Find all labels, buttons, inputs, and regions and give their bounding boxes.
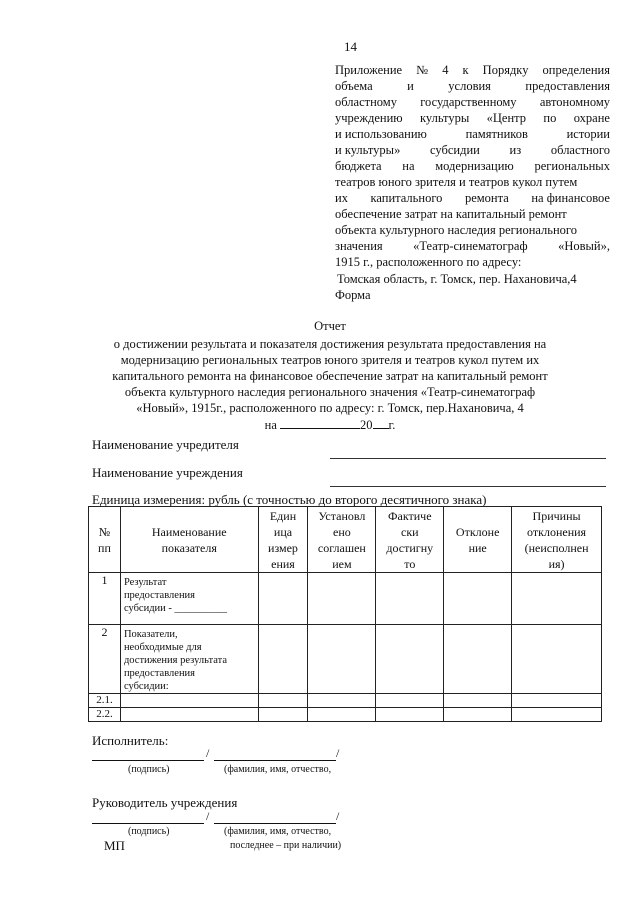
name-caption: (фамилия, имя, отчество, bbox=[224, 826, 332, 837]
appendix-word: областному bbox=[335, 95, 397, 109]
institution-label: Наименование учреждения bbox=[92, 465, 243, 480]
row-number: 2.2. bbox=[89, 708, 121, 722]
name-caption-note: последнее – при наличии) bbox=[230, 840, 342, 851]
row-number: 2.1. bbox=[89, 694, 121, 708]
appendix-word: культуры bbox=[419, 111, 470, 125]
appendix-word: субсидии bbox=[430, 143, 480, 157]
report-title-line: «Новый», 1915г., расположенного по адресу: г. Томск, пер.Нахановича, 4 bbox=[136, 401, 524, 415]
table-cell[interactable] bbox=[258, 708, 308, 722]
row-number: 1 bbox=[89, 573, 121, 625]
appendix-word: памятников bbox=[465, 127, 528, 141]
row-name: Результат предоставления субсидии - __________ bbox=[120, 573, 258, 625]
table-cell[interactable] bbox=[376, 708, 444, 722]
appendix-word: по bbox=[543, 111, 557, 125]
appendix-word: Порядку bbox=[482, 63, 529, 77]
stamp-place: МП bbox=[104, 838, 125, 853]
appendix-word: объекта культурного наследия регионального bbox=[335, 223, 577, 237]
appendix-word: «Центр bbox=[486, 111, 527, 125]
table-cell[interactable] bbox=[308, 694, 376, 708]
appendix-word: ремонта bbox=[464, 191, 509, 205]
appendix-word: предоставления bbox=[525, 79, 610, 93]
appendix-address: Томская область, г. Томск, пер. Нахановича,4 bbox=[337, 272, 577, 286]
institution-field[interactable] bbox=[330, 485, 606, 487]
appendix-line bbox=[335, 110, 610, 126]
appendix-word: государственному bbox=[420, 95, 517, 109]
table-row bbox=[89, 573, 602, 625]
column-header: № пп bbox=[89, 507, 121, 573]
table-cell[interactable] bbox=[444, 708, 512, 722]
row-number: 2 bbox=[89, 625, 121, 694]
table-cell[interactable] bbox=[512, 694, 602, 708]
table-cell[interactable] bbox=[258, 573, 308, 625]
column-header: Фактиче ски достигну то bbox=[376, 507, 444, 573]
appendix-word: автономному bbox=[539, 95, 610, 109]
appendix-word: условия bbox=[448, 79, 491, 93]
column-header: Установл ено соглашен ием bbox=[308, 507, 376, 573]
appendix-word: театров юного зрителя и театров кукол путем bbox=[335, 175, 578, 189]
row-name: Показатели, необходимые для достижения результата предоставления субсидии: bbox=[120, 625, 258, 694]
appendix-line bbox=[335, 126, 610, 142]
founder-label: Наименование учредителя bbox=[92, 437, 239, 452]
report-heading: Отчет bbox=[314, 319, 346, 333]
table-cell[interactable] bbox=[308, 573, 376, 625]
report-table bbox=[88, 506, 602, 722]
appendix-word: капитального bbox=[370, 191, 443, 205]
table-cell[interactable] bbox=[308, 708, 376, 722]
appendix-word: на bbox=[402, 159, 415, 173]
appendix-line bbox=[335, 190, 610, 206]
table-cell[interactable] bbox=[376, 694, 444, 708]
appendix-word: объема bbox=[335, 79, 373, 93]
table-row bbox=[89, 625, 602, 694]
founder-field[interactable] bbox=[330, 457, 606, 459]
head-label: Руководитель учреждения bbox=[92, 795, 238, 810]
appendix-word: к bbox=[462, 63, 469, 77]
unit-label: Единица измерения: рубль (с точностью до второго десятичного знака) bbox=[92, 492, 487, 507]
date-blank[interactable] bbox=[280, 416, 360, 429]
appendix-word: областного bbox=[550, 143, 610, 157]
executor-signature-field[interactable] bbox=[92, 759, 204, 761]
appendix-line bbox=[335, 142, 610, 158]
appendix-line bbox=[335, 222, 610, 238]
date-suffix: г. bbox=[388, 418, 396, 432]
table-cell[interactable] bbox=[444, 694, 512, 708]
signature-caption: (подпись) bbox=[128, 826, 170, 837]
appendix-word: истории bbox=[566, 127, 610, 141]
appendix-word: «Новый», bbox=[558, 239, 610, 253]
executor-label: Исполнитель: bbox=[92, 733, 169, 748]
appendix-word: и использованию bbox=[335, 127, 427, 141]
appendix-word: определения bbox=[542, 63, 610, 77]
appendix-word: на финансовое bbox=[531, 191, 610, 205]
table-cell[interactable] bbox=[512, 573, 602, 625]
column-header: Отклоне ние bbox=[444, 507, 512, 573]
date-year: 20 bbox=[360, 418, 373, 432]
appendix-line bbox=[335, 62, 610, 78]
date-prefix: на bbox=[264, 418, 277, 432]
appendix-line bbox=[335, 174, 610, 190]
signature-caption: (подпись) bbox=[128, 764, 170, 775]
table-cell[interactable] bbox=[444, 573, 512, 625]
report-title-line: модернизацию региональных театров юного зрителя и театров кукол путем их bbox=[120, 353, 540, 367]
appendix-word: значения bbox=[335, 239, 383, 253]
report-title-block bbox=[60, 318, 600, 433]
table-header-row bbox=[89, 507, 602, 573]
year-blank[interactable] bbox=[373, 416, 389, 429]
page-number: 14 bbox=[344, 39, 357, 54]
table-row bbox=[89, 708, 602, 722]
appendix-word: «Театр-синематограф bbox=[413, 239, 528, 253]
table-cell[interactable] bbox=[376, 573, 444, 625]
appendix-word: бюджета bbox=[335, 159, 382, 173]
appendix-word: № bbox=[416, 63, 429, 77]
appendix-word: модернизацию bbox=[435, 159, 514, 173]
report-date bbox=[60, 416, 600, 433]
table-cell[interactable] bbox=[308, 625, 376, 694]
column-header: Един ица измер ения bbox=[258, 507, 308, 573]
column-header: Причины отклонения (неисполнен ия) bbox=[512, 507, 602, 573]
separator: / bbox=[336, 746, 340, 760]
column-header: Наименование показателя bbox=[120, 507, 258, 573]
table-cell[interactable] bbox=[258, 694, 308, 708]
appendix-word: Приложение bbox=[335, 63, 403, 77]
appendix-word: 4 bbox=[442, 63, 449, 77]
appendix-line bbox=[335, 78, 610, 94]
head-signature-field[interactable] bbox=[92, 822, 204, 824]
appendix-word: региональных bbox=[534, 159, 610, 173]
appendix-word: из bbox=[509, 143, 522, 157]
appendix-word: 1915 г., расположенного по адресу: bbox=[335, 255, 522, 269]
report-title-line: объекта культурного наследия регионального значения «Театр-синематограф bbox=[124, 385, 536, 399]
appendix-word: учреждению bbox=[335, 111, 403, 125]
separator: / bbox=[206, 746, 210, 760]
appendix-word: охране bbox=[573, 111, 610, 125]
appendix-line bbox=[335, 254, 610, 270]
report-title-line: капитального ремонта на финансовое обеспечение затрат на капитальный ремонт bbox=[112, 369, 548, 383]
appendix-line bbox=[335, 206, 610, 222]
head-name-field[interactable] bbox=[214, 822, 336, 824]
form-label: Форма bbox=[335, 288, 371, 302]
separator: / bbox=[206, 809, 210, 823]
table-cell[interactable] bbox=[444, 625, 512, 694]
table-cell[interactable] bbox=[120, 708, 258, 722]
appendix-line bbox=[335, 158, 610, 174]
appendix-word: их bbox=[335, 191, 348, 205]
separator: / bbox=[336, 809, 340, 823]
appendix-block bbox=[335, 62, 610, 270]
table-cell[interactable] bbox=[258, 625, 308, 694]
table-cell[interactable] bbox=[512, 625, 602, 694]
appendix-word: обеспечение затрат на капитальный ремонт bbox=[335, 207, 567, 221]
appendix-word: и bbox=[407, 79, 414, 93]
appendix-line bbox=[335, 94, 610, 110]
executor-name-field[interactable] bbox=[214, 759, 336, 761]
table-cell[interactable] bbox=[376, 625, 444, 694]
table-cell[interactable] bbox=[512, 708, 602, 722]
name-caption: (фамилия, имя, отчество, bbox=[224, 764, 332, 775]
table-cell[interactable] bbox=[120, 694, 258, 708]
appendix-line bbox=[335, 238, 610, 254]
appendix-word: и культуры» bbox=[335, 143, 401, 157]
report-title-line: о достижении результата и показателя достижения результата предоставления на bbox=[113, 337, 547, 351]
table-row bbox=[89, 694, 602, 708]
